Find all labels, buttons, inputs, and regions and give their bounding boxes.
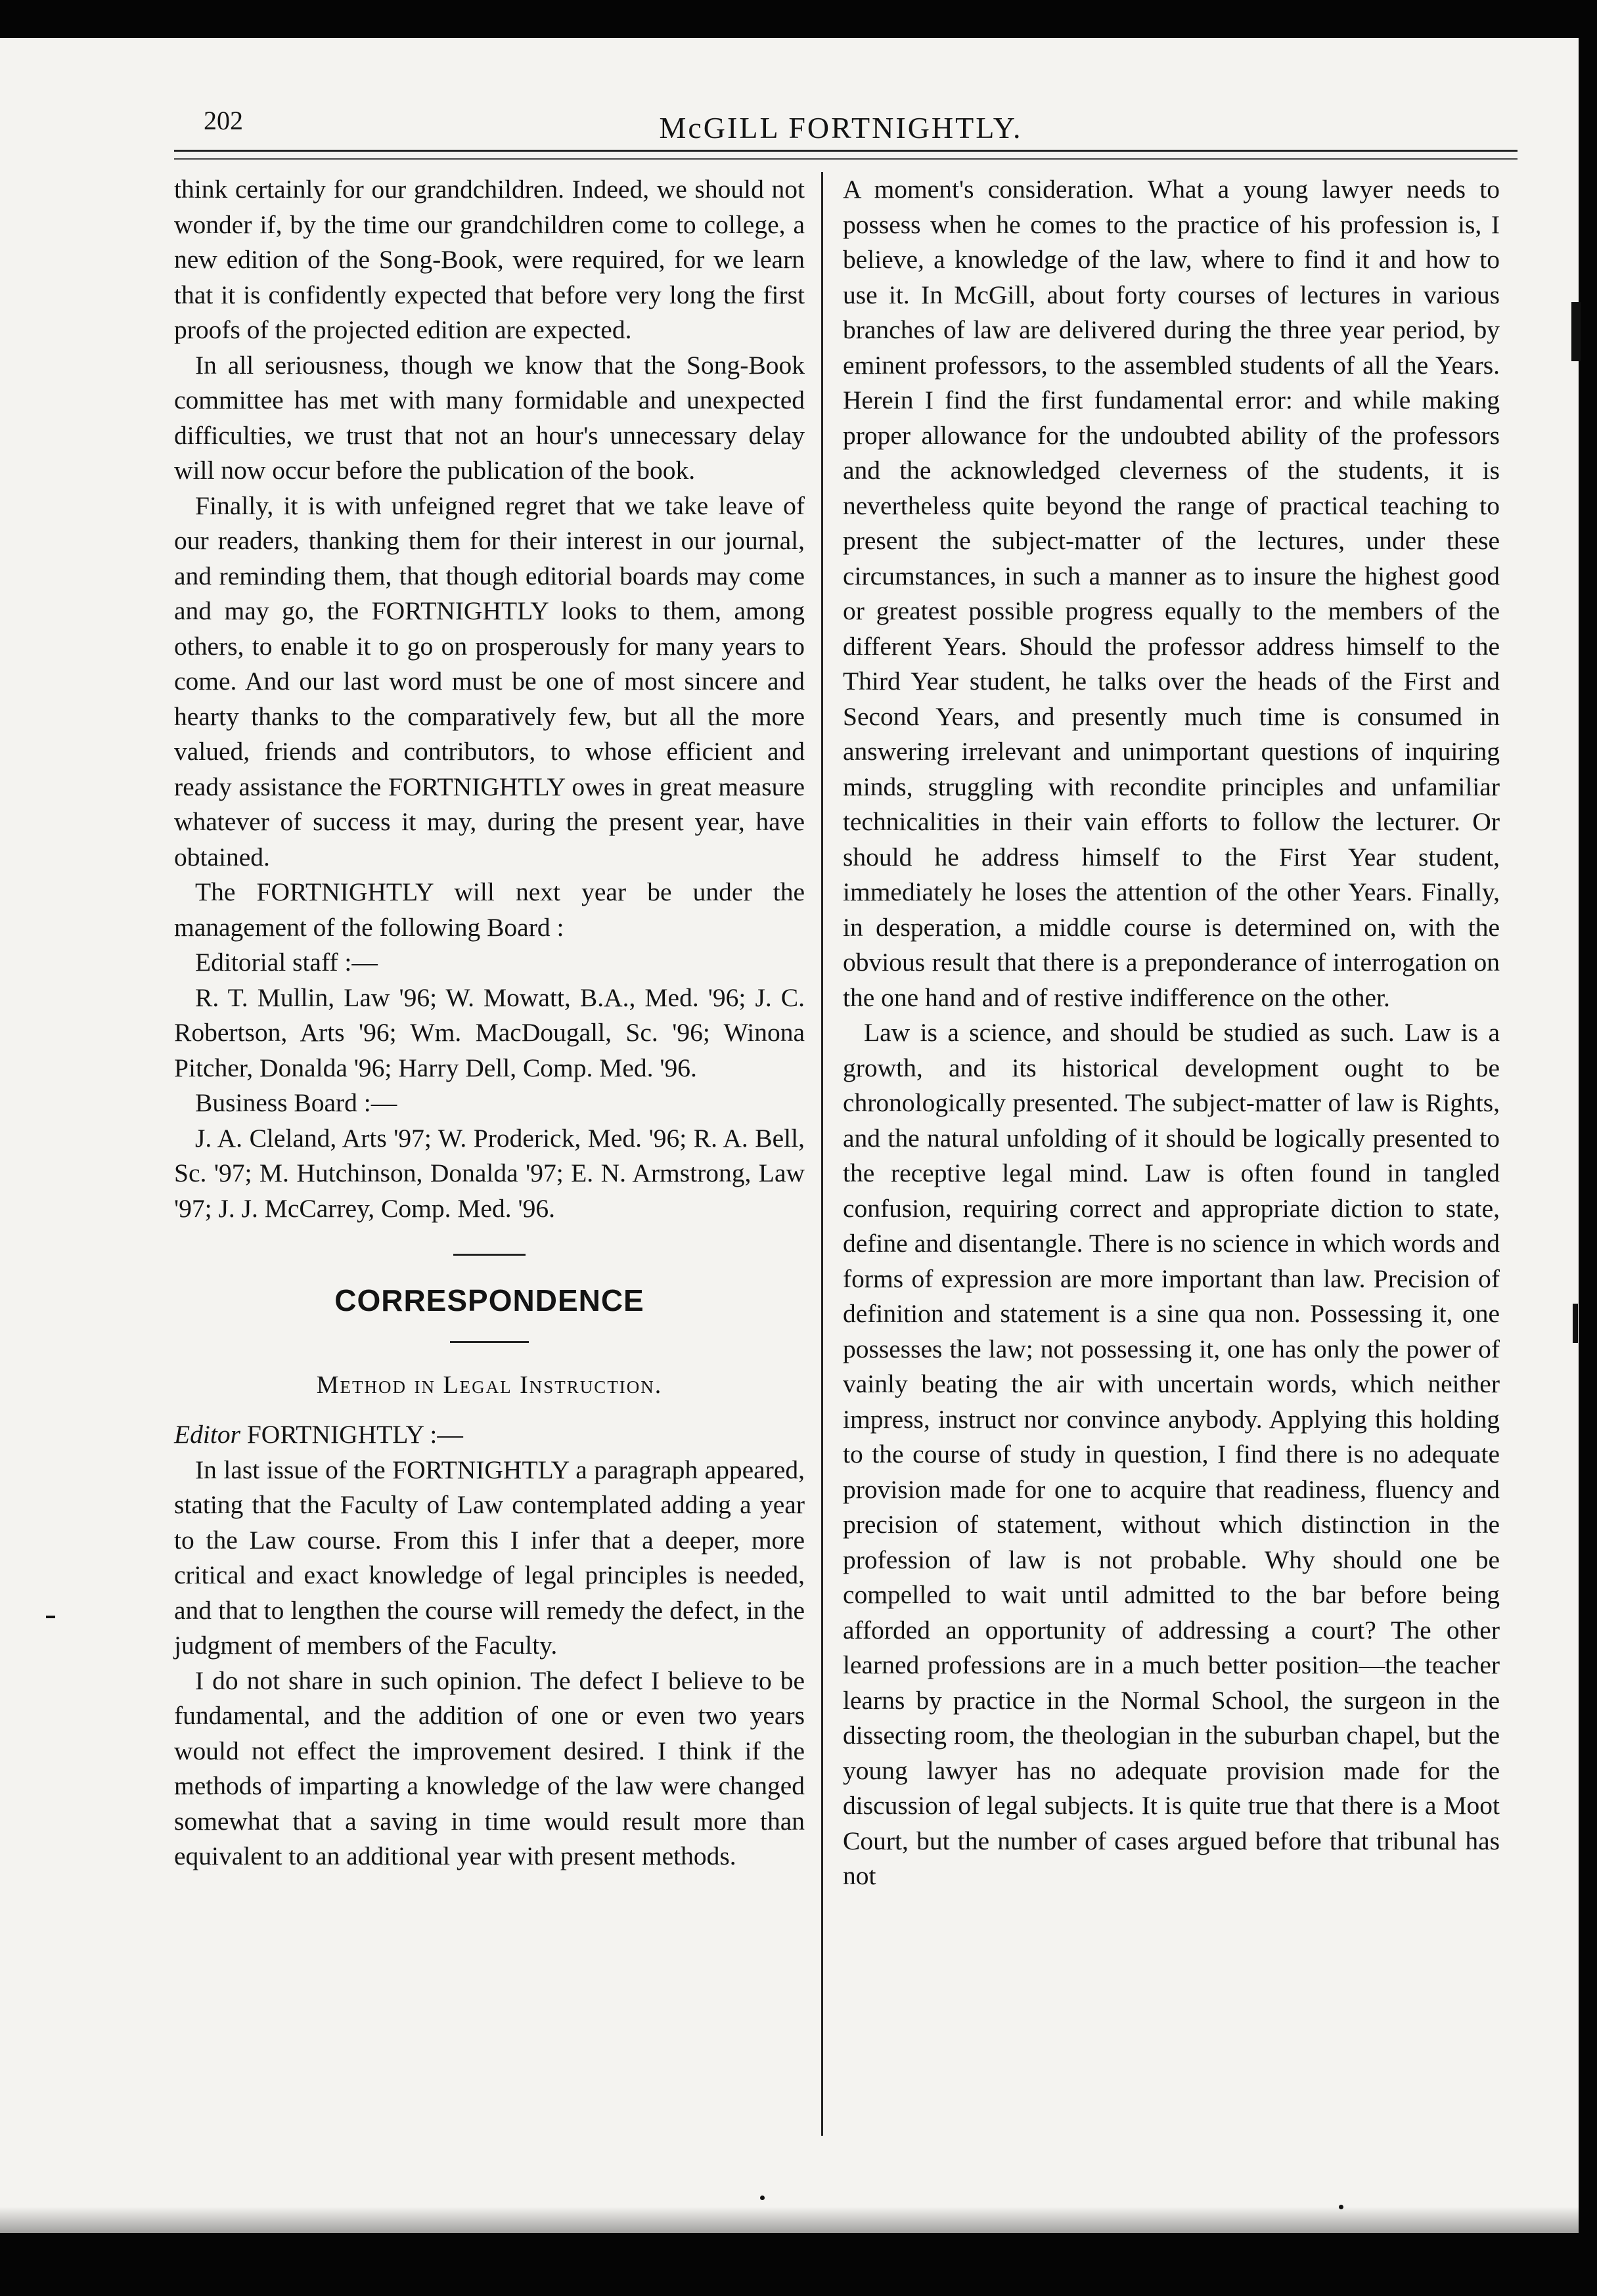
business-board-names: J. A. Cleland, Arts '97; W. Proderick, Med. '96; R. A. Bell, Sc. '97; M. Hutchinson, Donalda '97; E. N. Armstrong, Law '97; J. J. McCarrey, Comp. Med. '96. (174, 1123, 805, 1223)
editorial-staff-label: Editorial staff :— (195, 948, 378, 977)
salutation-rest: FORTNIGHTLY :— (246, 1420, 463, 1449)
article-title: Method in Legal Instruction. (316, 1371, 663, 1399)
section-heading: CORRESPONDENCE (334, 1283, 644, 1317)
scan-dot (1339, 2205, 1343, 2209)
right-column (843, 172, 1500, 2136)
business-board-label: Business Board :— (195, 1088, 397, 1117)
journal-title: McGILL FORTNIGHTLY. (659, 111, 1023, 144)
heading-divider (450, 1341, 529, 1343)
paragraph: In all seriousness, though we know that the Song-Book committee has met with many formidable and unexpected difficulties, we trust that not an hour's unnecessary delay will now occur before the publication of the book. (174, 350, 805, 485)
paragraph: Finally, it is with unfeigned regret that we take leave of our readers, thanking them for their interest in our journal, and reminding them, that though editorial boards may come and may go, the FORTNIGHTLY looks to them, among others, to enable it to go on prosperously for many years to come. And our last word must be one of most sincere and hearty thanks to the comparatively few, but all the more valued, friends and contributors, to whose efficient and ready assistance the FORTNIGHTLY owes in great measure whatever of success it may, during the present year, have obtained. (174, 491, 805, 872)
header-rule (174, 150, 1518, 160)
section-divider (453, 1254, 526, 1256)
scan-border-top (0, 0, 1597, 38)
scan-shadow-bottom (0, 2207, 1597, 2233)
paragraph: Law is a science, and should be studied as such. Law is a growth, and its historical development ought to be chronologically presented. The subject-matter of law is Rights, and the natural unfolding of it should be logically presented to the receptive legal mind. Law is often found in tangled confusion, requiring correct and appropriate diction to state, define and disentangle. There is no science in which words and forms of expression are more important than law. Precision of definition and statement is a sine qua non. Possessing it, one possesses the law; not possessing it, one has only the power of vainly beating the air with uncertain words, which neither impress, instruct nor convince anybody. Applying this holding to the course of study in question, I find there is no adequate provision made for one to acquire that readiness, fluency and precision of statement, without which distinction in the profession of law is not probable. Why should one be compelled to wait until admitted to the bar before being afforded an opportunity of addressing a court? The other learned professions are in a much better position—the teacher learns by practice in the Normal School, the surgeon in the dissecting room, the theologian in the suburban chapel, but the young lawyer has no adequate provision made for the discussion of legal subjects. It is quite true that there is a Moot Court, but the number of cases argued before that tribunal has not (843, 1018, 1500, 1890)
column-rule (821, 172, 823, 2136)
paragraph: think certainly for our grandchildren. Indeed, we should not wonder if, by the time our grandchildren come to college, a new edition of the Song-Book, were required, for we learn that it is confidently expected that before very long the first proofs of the projected edition are expected. (174, 175, 805, 344)
scan-border-right (1579, 0, 1597, 2296)
paragraph: In last issue of the FORTNIGHTLY a paragraph appeared, stating that the Faculty of Law contemplated adding a year to the Law course. From this I infer that a deeper, more critical and exact knowledge of legal principles is needed, and that to lengthen the course will remedy the defect, in the judgment of members of the Faculty. (174, 1455, 805, 1660)
scan-mark (1573, 1304, 1578, 1343)
scan-border-bottom (0, 2233, 1597, 2296)
salutation-editor: Editor (174, 1420, 240, 1449)
running-head (164, 99, 1518, 144)
scan-mark (1571, 302, 1581, 361)
scan-dot (46, 1616, 55, 1618)
scan-dot (760, 2196, 765, 2200)
salutation (174, 1417, 805, 1453)
paragraph: A moment's consideration. What a young lawyer needs to possess when he comes to the practice of his profession is, I believe, a knowledge of the law, where to find it and how to use it. In McGill, about forty courses of lectures in various branches of law are delivered during the three year period, by eminent professors, to the assembled students of all the Years. Herein I find the first fundamental error: and while making proper allowance for the undoubted ability of the professors and the acknowledged cleverness of the students, it is nevertheless quite beyond the range of practical teaching to present the subject-matter of the lectures, under these circumstances, in such a manner as to insure the highest good or greatest possible progress equally to the members of the different Years. Should the professor address himself to the Third Year student, he talks over the heads of the First and Second Years, and presently much time is consumed in answering irrelevant and unimportant questions of inquiring minds, struggling with recondite principles and unfamiliar technicalities in their vain efforts to follow the lecturer. Or should he address himself to the First Year student, immediately he loses the attention of the other Years. Finally, in desperation, a middle course is determined on, with the obvious result that there is a preponderance of interrogation on the one hand and of restive indifference on the other. (843, 175, 1500, 1012)
editorial-staff-names: R. T. Mullin, Law '96; W. Mowatt, B.A., Med. '96; J. C. Robertson, Arts '96; Wm. MacDougall, Sc. '96; Winona Pitcher, Donalda '96; Harry Dell, Comp. Med. '96. (174, 982, 805, 1082)
paragraph: I do not share in such opinion. The defect I believe to be fundamental, and the addition of one or even two years would not effect the improvement desired. I think if the methods of imparting a knowledge of the law were changed somewhat that a saving in time would result more than equivalent to an additional year with present methods. (174, 1666, 805, 1870)
paragraph: The FORTNIGHTLY will next year be under the management of the following Board : (174, 877, 805, 942)
page-number: 202 (204, 106, 243, 135)
left-column (174, 172, 805, 2126)
